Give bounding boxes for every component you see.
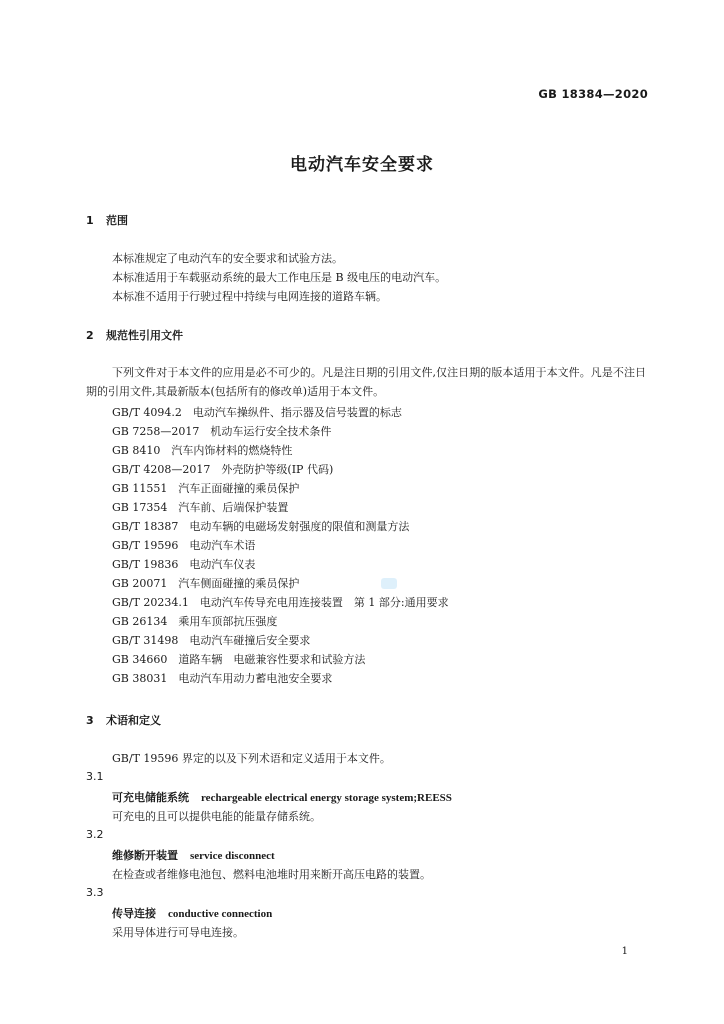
reference-item [112, 536, 449, 555]
term-number: 3.3 [86, 886, 104, 899]
reference-item [112, 403, 449, 422]
reference-code: GB/T 4094.2 [112, 406, 182, 419]
reference-title: 道路车辆 电磁兼容性要求和试验方法 [178, 653, 366, 666]
term-name-zh: 传导连接 [112, 907, 156, 920]
reference-code: GB 8410 [112, 444, 161, 457]
section-number: 3 [86, 714, 94, 727]
reference-title: 外壳防护等级(IP 代码) [221, 463, 334, 476]
reference-code: GB 17354 [112, 501, 168, 514]
reference-item [112, 555, 449, 574]
section-3-heading [86, 712, 161, 728]
term-name-en: service disconnect [190, 850, 275, 862]
reference-title: 电动汽车术语 [189, 539, 256, 552]
reference-title: 汽车正面碰撞的乘员保护 [178, 482, 300, 495]
reference-title: 电动汽车传导充电用连接装置 第 1 部分:通用要求 [199, 596, 449, 609]
reference-title: 电动汽车用动力蓄电池安全要求 [178, 672, 333, 685]
references-intro: 下列文件对于本文件的应用是必不可少的。凡是注日期的引用文件,仅注日期的版本适用于本文件。凡是不注日期的引用文件,其最新版本(包括所有的修改单)适用于本文件。 [86, 366, 646, 398]
reference-code: GB/T 31498 [112, 634, 179, 647]
section-title: 规范性引用文件 [106, 329, 183, 342]
reference-title: 乘用车顶部抗压强度 [178, 615, 278, 628]
section-number: 1 [86, 214, 94, 227]
term-name [112, 905, 272, 921]
reference-title: 电动汽车碰撞后安全要求 [189, 634, 311, 647]
reference-code: GB 7258—2017 [112, 425, 200, 438]
reference-title: 汽车内饰材料的燃烧特性 [171, 444, 293, 457]
scope-paragraph-3: 本标准不适用于行驶过程中持续与电网连接的道路车辆。 [112, 290, 387, 303]
reference-code: GB 20071 [112, 577, 168, 590]
reference-item [112, 460, 449, 479]
reference-list [112, 403, 449, 688]
reference-title: 汽车侧面碰撞的乘员保护 [178, 577, 300, 590]
scope-paragraph-1: 本标准规定了电动汽车的安全要求和试验方法。 [112, 252, 343, 265]
reference-item [112, 422, 449, 441]
reference-code: GB/T 4208—2017 [112, 463, 211, 476]
reference-item [112, 650, 449, 669]
section-2-heading [86, 327, 183, 343]
scope-paragraph-2: 本标准适用于车载驱动系统的最大工作电压是 B 级电压的电动汽车。 [112, 271, 447, 284]
reference-code: GB/T 18387 [112, 520, 179, 533]
reference-code: GB/T 19596 [112, 539, 179, 552]
term-name-en: conductive connection [168, 908, 273, 920]
reference-item [112, 631, 449, 650]
reference-title: 汽车前、后端保护装置 [178, 501, 289, 514]
term-number: 3.1 [86, 770, 104, 783]
term-definition: 可充电的且可以提供电能的能量存储系统。 [112, 810, 321, 823]
reference-item [112, 669, 449, 688]
reference-title: 电动汽车操纵件、指示器及信号装置的标志 [192, 406, 402, 419]
reference-item [112, 441, 449, 460]
watermark-logo [381, 578, 397, 589]
reference-code: GB/T 20234.1 [112, 596, 189, 609]
reference-code: GB 34660 [112, 653, 168, 666]
term-name-en: rechargeable electrical energy storage system;REESS [201, 792, 452, 804]
reference-item [112, 612, 449, 631]
term-definition: 采用导体进行可导电连接。 [112, 926, 244, 939]
term-name-zh: 维修断开装置 [112, 849, 178, 862]
reference-item [112, 574, 449, 593]
term-number: 3.2 [86, 828, 104, 841]
reference-code: GB 38031 [112, 672, 168, 685]
reference-code: GB 26134 [112, 615, 168, 628]
section-number: 2 [86, 329, 94, 342]
section-1-heading [86, 212, 128, 228]
reference-item [112, 593, 449, 612]
standard-number: GB 18384—2020 [538, 87, 648, 101]
section-title: 术语和定义 [106, 714, 161, 727]
term-name [112, 789, 452, 805]
term-name-zh: 可充电储能系统 [112, 791, 189, 804]
section-title: 范围 [106, 214, 128, 227]
term-definition: 在检查或者维修电池包、燃料电池堆时用来断开高压电路的装置。 [112, 868, 431, 881]
term-name [112, 847, 275, 863]
reference-item [112, 479, 449, 498]
document-title: 电动汽车安全要求 [290, 155, 434, 175]
reference-item [112, 517, 449, 536]
reference-title: 电动汽车仪表 [189, 558, 256, 571]
reference-title: 机动车运行安全技术条件 [210, 425, 332, 438]
terms-intro: GB/T 19596 界定的以及下列术语和定义适用于本文件。 [112, 752, 391, 765]
reference-item [112, 498, 449, 517]
reference-title: 电动车辆的电磁场发射强度的限值和测量方法 [189, 520, 410, 533]
page-number: 1 [621, 946, 628, 957]
reference-code: GB 11551 [112, 482, 168, 495]
reference-code: GB/T 19836 [112, 558, 179, 571]
